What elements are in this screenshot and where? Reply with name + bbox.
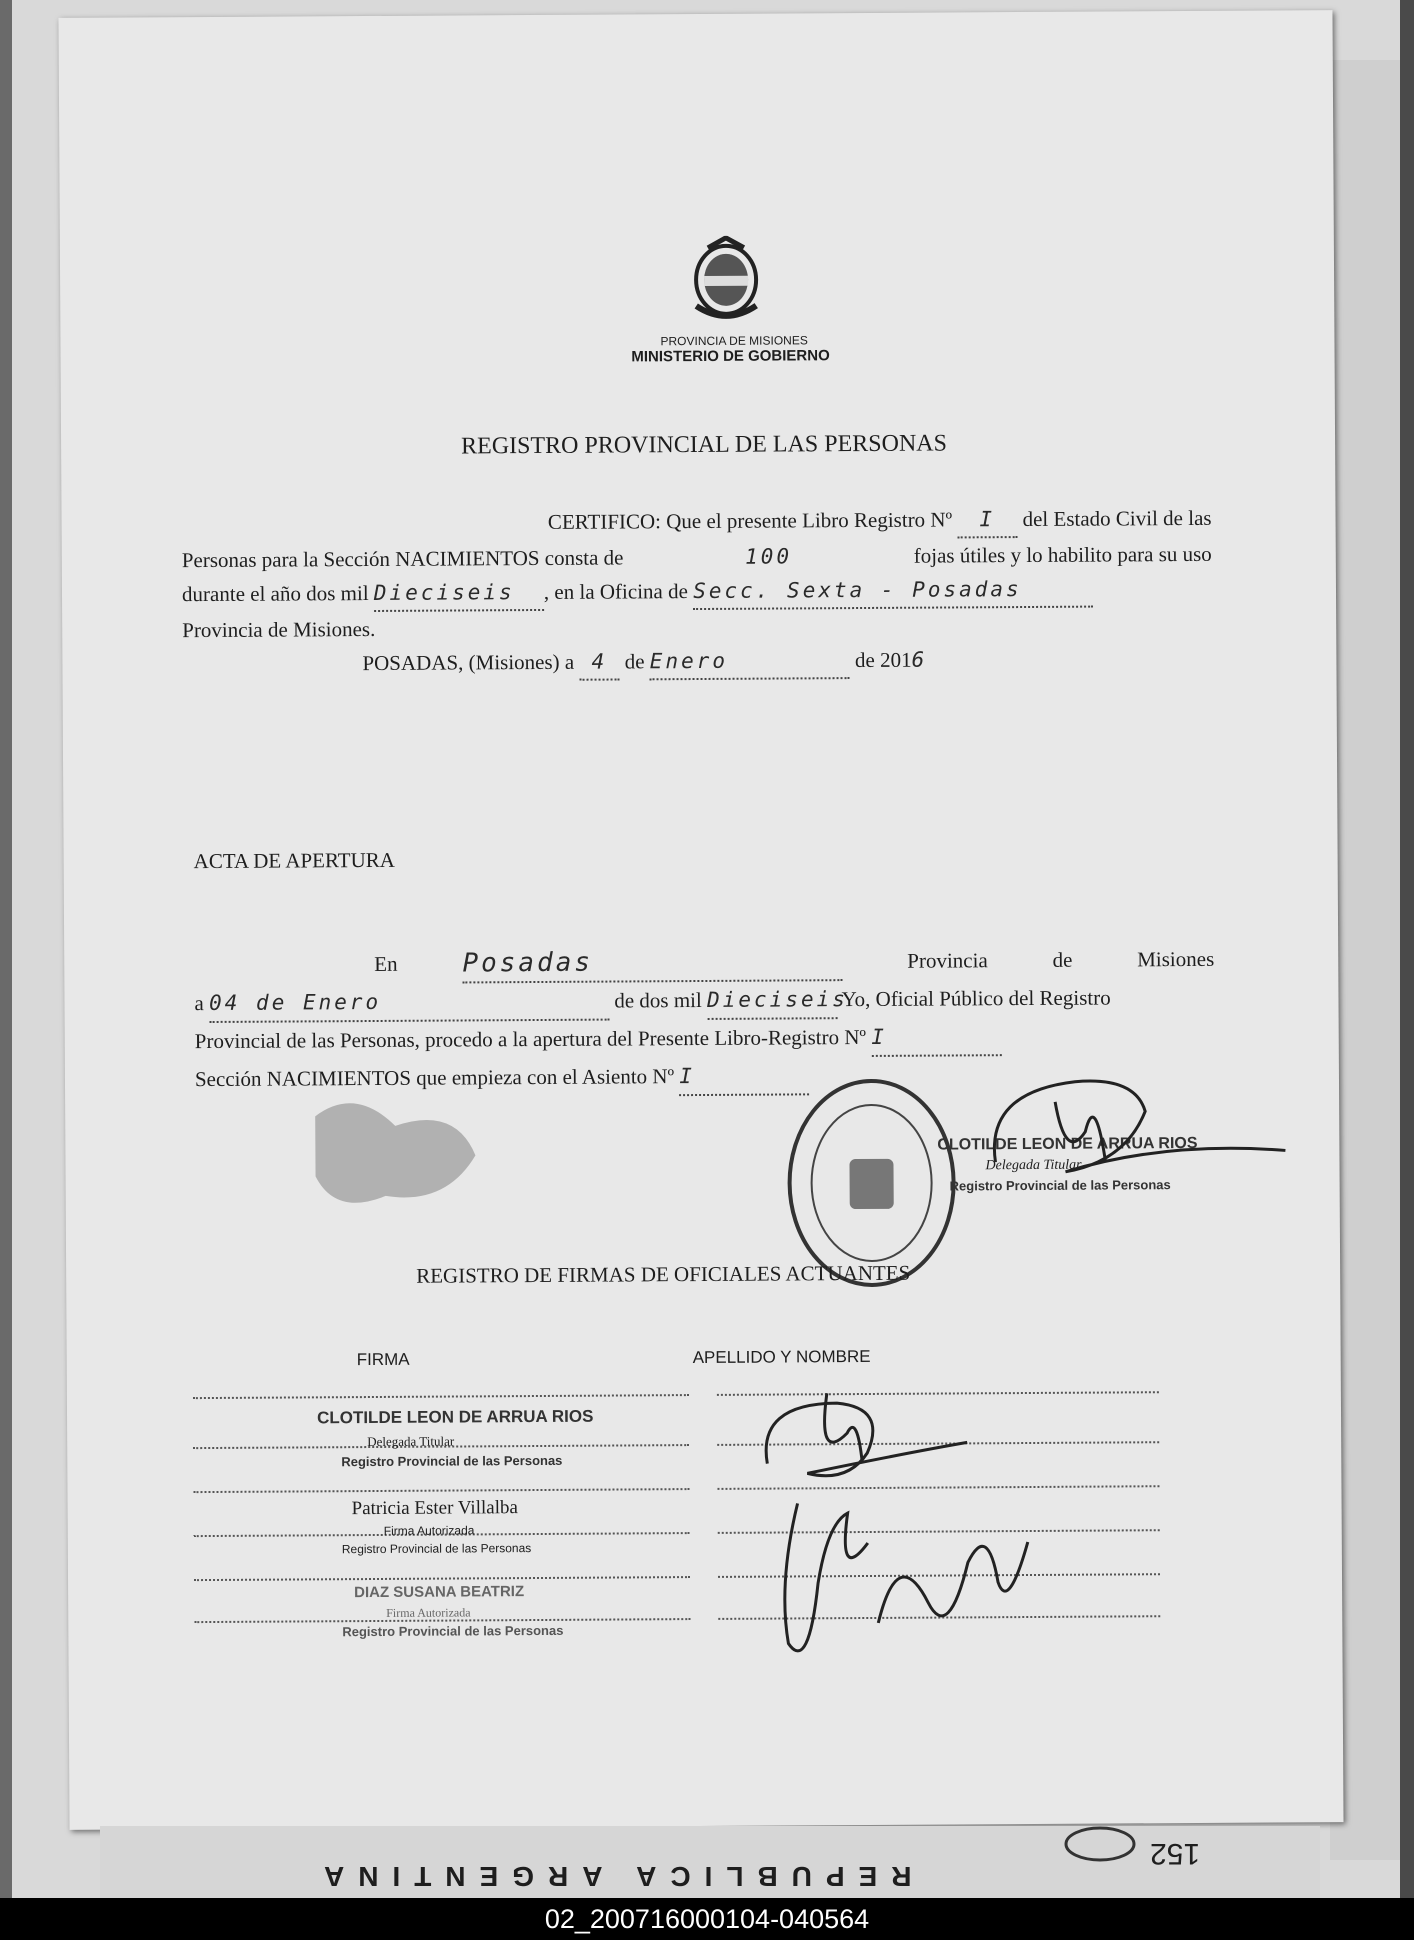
firma-entry-org: Registro Provincial de las Personas: [341, 1541, 532, 1557]
firma-entry-org: Registro Provincial de las Personas: [342, 1622, 564, 1640]
office-hand: Secc. Sexta - Posadas: [693, 572, 1093, 610]
acta-libro-hand: I: [871, 1018, 1001, 1057]
left-edge: [0, 0, 12, 1900]
province-label: PROVINCIA DE MISIONES: [660, 333, 808, 349]
place-hand: Posadas: [462, 943, 842, 983]
official-stamp-name: CLOTILDE LEON DE ARRUA RIOS: [937, 1134, 1198, 1154]
document-page: [58, 10, 1343, 1830]
official-stamp-org: Registro Provincial de las Personas: [949, 1177, 1171, 1194]
acta-text: a: [194, 991, 204, 1016]
cert-line-4: Provincia de Misiones.: [182, 616, 376, 643]
col-nombre-header: APELLIDO Y NOMBRE: [692, 1346, 871, 1368]
firma-entry-name: CLOTILDE LEON DE ARRUA RIOS: [316, 1406, 594, 1428]
acta-text: En: [374, 951, 398, 976]
coat-of-arms-icon: [686, 236, 767, 332]
firma-entry-role: Firma Autorizada: [383, 1523, 475, 1538]
day-hand: 4: [579, 644, 619, 680]
cert-text: , en la Oficina de: [543, 579, 688, 604]
signatures-group: [747, 1382, 1109, 1684]
signature-2: [784, 1503, 868, 1651]
cert-text: CERTIFICO: Que el presente Libro Registro Nº: [547, 507, 953, 534]
acta-date-hand: 04 de Enero: [209, 983, 609, 1023]
cert-date-line: [182, 641, 1212, 683]
small-coat-of-arms-icon: [1060, 1826, 1140, 1866]
country-label-upside-down: REPUBLICA ARGENTINA: [310, 1861, 912, 1892]
cert-text: del Estado Civil de las: [1022, 505, 1212, 532]
ink-smudge: [295, 1085, 496, 1226]
document-title: REGISTRO PROVINCIAL DE LAS PERSONAS: [461, 430, 948, 460]
acta-line-2: [194, 979, 1214, 1023]
firma-entry-org: Registro Provincial de las Personas: [341, 1452, 563, 1470]
acta-year-hand: Dieciseis: [707, 981, 837, 1020]
scan-filename-label: 02_200716000104-040564: [0, 1898, 1414, 1940]
col-firma-header: FIRMA: [356, 1349, 410, 1370]
official-stamp-role: Delegada Titular: [985, 1157, 1082, 1174]
firma-line: [194, 1576, 690, 1581]
cert-text: POSADAS, (Misiones) a: [362, 649, 575, 676]
acta-text: Sección NACIMIENTOS que empieza con el Asiento Nº: [194, 1064, 675, 1092]
firma-entry-name: DIAZ SUSANA BEATRIZ: [354, 1583, 525, 1602]
cert-text: fojas útiles y lo habilito para su uso: [913, 541, 1212, 568]
acta-text: de dos mil: [614, 987, 702, 1013]
acta-text: Provincial de las Personas, procedo a la apertura del Presente Libro-Registro Nº: [194, 1024, 867, 1054]
year-digit-hand: 6: [911, 647, 928, 672]
acta-text: Yo, Oficial Público del Registro: [841, 985, 1111, 1012]
certificate-paragraph: [181, 501, 1212, 683]
firmas-heading: REGISTRO DE FIRMAS DE OFICIALES ACTUANTES: [416, 1260, 911, 1288]
cert-text: durante el año dos mil: [181, 581, 369, 607]
acta-line-3: [195, 1017, 1215, 1061]
cert-line-3: [182, 571, 1212, 613]
firma-entry-role: Delegada Titular: [367, 1433, 455, 1450]
year-word-hand: Dieciseis: [374, 575, 544, 612]
fojas-hand: 100: [745, 544, 793, 569]
asiento-hand: I: [679, 1057, 809, 1096]
acta-text: Misiones: [1137, 946, 1215, 972]
acta-text: de: [1052, 947, 1073, 972]
folio-number-upside-down: 152: [1150, 1837, 1201, 1870]
firma-line: [193, 1488, 689, 1493]
acta-text: Provincia: [907, 948, 988, 973]
firma-entry-role: Firma Autorizada: [386, 1605, 471, 1620]
month-hand: Enero: [650, 643, 850, 680]
acta-line-1: [194, 941, 1214, 985]
cert-text: Personas para la Sección NACIMIENTOS consta de: [181, 545, 624, 573]
firma-line: [193, 1394, 689, 1399]
ministry-label: MINISTERIO DE GOBIERNO: [631, 347, 830, 366]
signature-3: [878, 1542, 1028, 1623]
signature-1: [766, 1402, 968, 1476]
cert-text: de 201: [854, 647, 912, 673]
libro-number-hand: I: [957, 502, 1017, 538]
acta-heading: ACTA DE APERTURA: [193, 847, 395, 874]
official-signature: [965, 1070, 1296, 1202]
firma-entry-name: Patricia Ester Villalba: [351, 1497, 518, 1520]
cert-text: de: [624, 649, 645, 674]
